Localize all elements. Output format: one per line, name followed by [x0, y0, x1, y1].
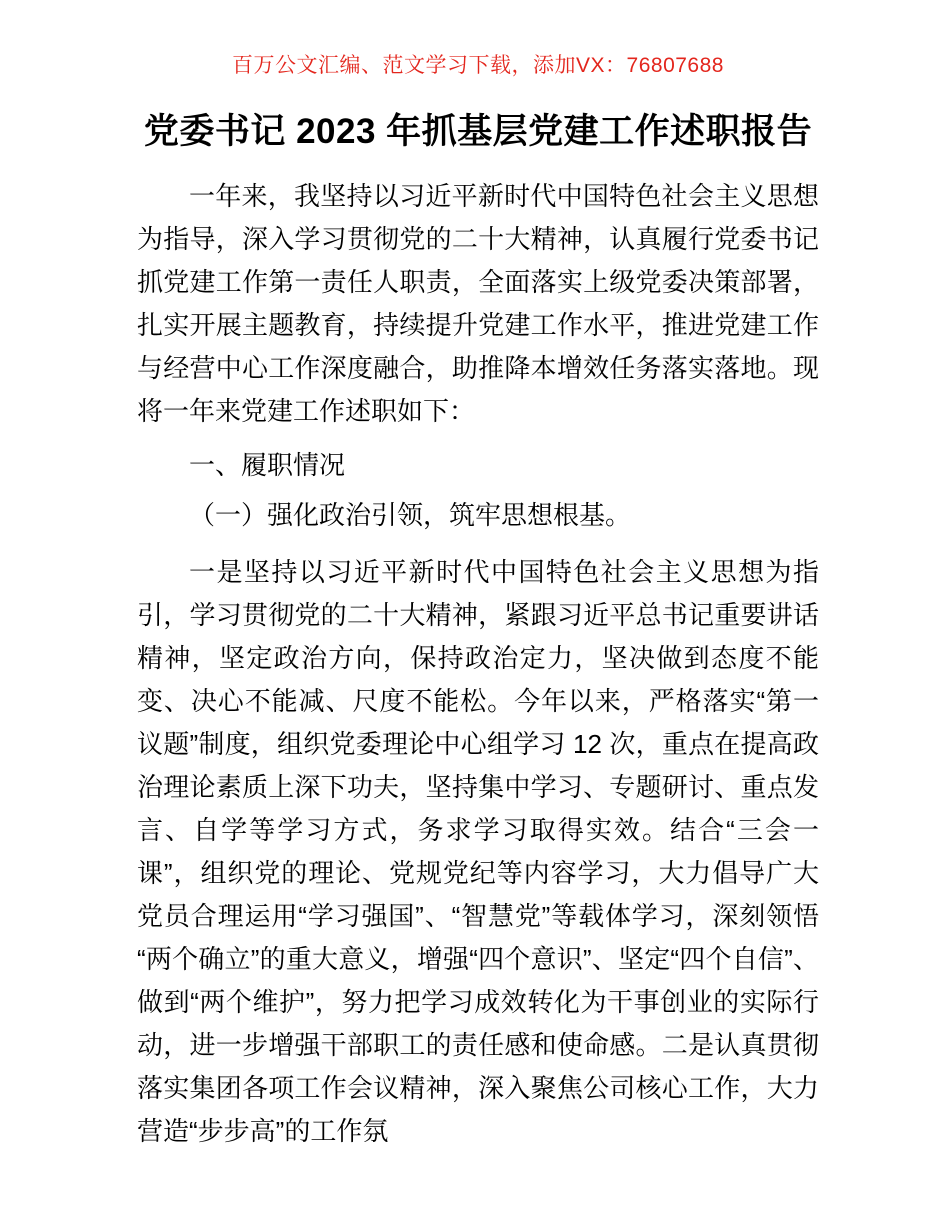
promo-banner-text: 百万公文汇编、范文学习下载，添加VX：76807688 — [232, 54, 724, 77]
document-title: 党委书记 2023 年抓基层党建工作述职报告 — [143, 112, 813, 151]
subsection-heading: （一）强化政治引领，筑牢思想根基。 — [189, 500, 632, 530]
section-heading: 一、履职情况 — [189, 450, 346, 480]
paragraph: 一是坚持以习近平新时代中国特色社会主义思想为指引，学习贯彻党的二十大精神，紧跟习近平总书记重要讲话精神，坚定政治方向，保持政治定力，坚决做到态度不能变、决心不能减、尺度不能松。今年以来，严格落实“第一议题”制度，组织党委理论中心组学习 12 次，重点在提高政治理论素质上深下功夫，坚持集中学习、专题研讨、重点发言、自学等学习方式，务求学习取得实效。结合“三会一课”，组织党的理论、党规党纪等内容学习，大力倡导广大党员合理运用“学习强国”、“智慧党”等载体学习，深刻领悟“两个确立”的重大意义，增强“四个意识”、坚定“四个自信”、做到“两个维护”，努力把学习成效转化为干事创业的实际行动，进一步增强干部职工的责任感和使命感。二是认真贯彻落实集团各项工作会议精神，深入聚焦公司核心工作，大力营造“步步高”的工作氛 — [137, 557, 819, 1146]
paragraph: 一年来，我坚持以习近平新时代中国特色社会主义思想为指导，深入学习贯彻党的二十大精神，认真履行党委书记抓党建工作第一责任人职责，全面落实上级党委决策部署，扎实开展主题教育，持续提升党建工作水平，推进党建工作与经营中心工作深度融合，助推降本增效任务落实落地。现将一年来党建工作述职如下： — [137, 181, 819, 426]
